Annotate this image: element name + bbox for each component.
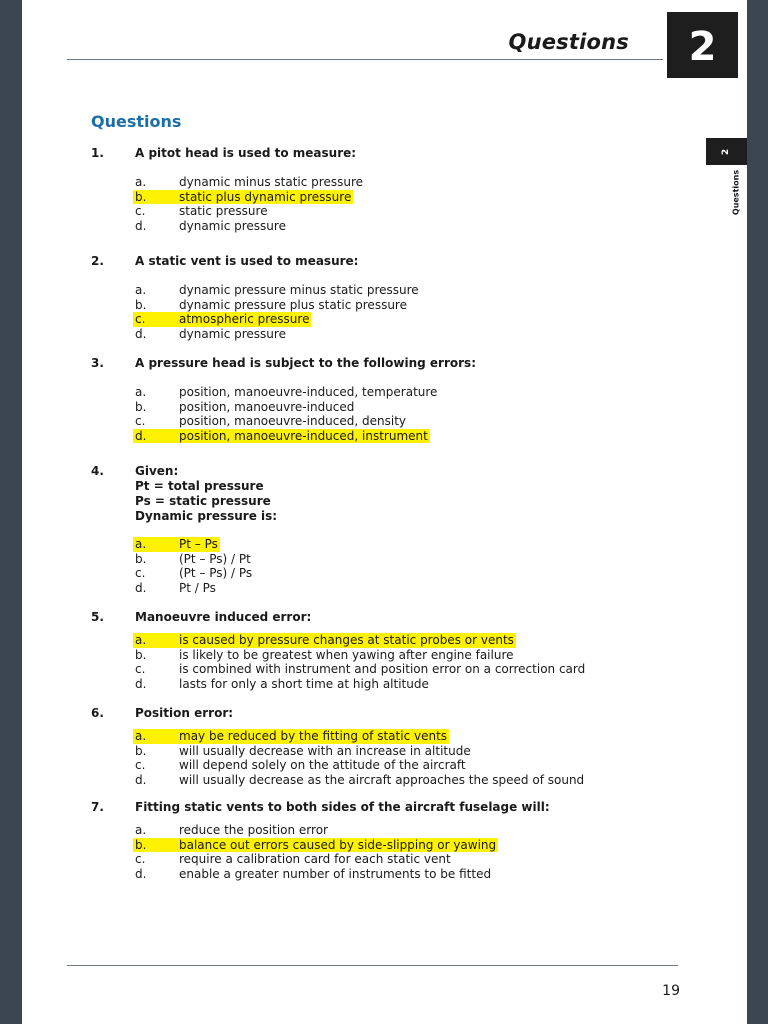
option-letter: a. (135, 823, 147, 837)
option-text: position, manoeuvre-induced, density (179, 414, 407, 429)
answer-option-highlighted[interactable] (133, 429, 430, 444)
running-header-title: Questions (508, 30, 629, 54)
option-letter: d. (135, 772, 147, 787)
question-number: 2. (91, 254, 104, 268)
option-letter: d. (135, 428, 147, 443)
option-letter: c. (135, 204, 146, 219)
option-letter: d. (135, 866, 147, 881)
answer-option-highlighted[interactable] (133, 633, 516, 648)
answer-option-highlighted[interactable] (133, 838, 498, 853)
option-text: static plus dynamic pressure (179, 189, 352, 204)
option-text: dynamic pressure minus static pressure (179, 283, 419, 297)
option-text: dynamic pressure (179, 326, 286, 341)
option-text: atmospheric pressure (179, 312, 310, 327)
answer-option-highlighted[interactable] (133, 190, 353, 205)
footer-divider (67, 965, 678, 966)
option-text: lasts for only a short time at high altitude (179, 676, 429, 691)
option-letter: d. (135, 326, 147, 341)
section-heading: Questions (91, 112, 182, 131)
option-letter: a. (135, 633, 147, 647)
option-text: dynamic pressure (179, 218, 286, 233)
answer-option-highlighted[interactable] (133, 312, 311, 327)
question-text: A pitot head is used to measure: (135, 146, 357, 160)
question-text: A pressure head is subject to the following errors: (135, 356, 476, 370)
option-text: position, manoeuvre-induced (179, 399, 355, 414)
question-number: 3. (91, 356, 104, 370)
option-text: is caused by pressure changes at static probes or vents (179, 633, 514, 647)
question-number: 7. (91, 800, 104, 814)
option-letter: c. (135, 852, 146, 867)
option-letter: d. (135, 580, 147, 595)
question-text: Manoeuvre induced error: (135, 610, 312, 624)
option-letter: a. (135, 283, 147, 297)
option-letter: b. (135, 837, 147, 852)
page-number: 19 (662, 983, 680, 999)
answer-option-highlighted[interactable] (133, 729, 449, 744)
option-text: position, manoeuvre-induced, instrument (179, 428, 428, 443)
option-letter: d. (135, 676, 147, 691)
question-text: Given: Pt = total pressure Ps = static pressure Dynamic pressure is: (135, 464, 278, 523)
option-text: static pressure (179, 204, 268, 219)
option-letter: a. (135, 537, 147, 551)
question-text: Fitting static vents to both sides of the aircraft fuselage will: (135, 800, 550, 814)
option-letter: b. (135, 647, 147, 662)
option-text: may be reduced by the fitting of static vents (179, 729, 448, 743)
answer-option-highlighted[interactable] (133, 537, 220, 552)
question-text: Position error: (135, 706, 234, 720)
option-letter: c. (135, 566, 146, 581)
option-letter: b. (135, 743, 147, 758)
option-letter: a. (135, 729, 147, 743)
option-text: balance out errors caused by side-slipping or yawing (179, 837, 497, 852)
option-letter: b. (135, 189, 147, 204)
option-text: will depend solely on the attitude of the aircraft (179, 758, 466, 773)
option-text: (Pt – Ps) / Ps (179, 566, 253, 581)
option-text: Pt – Ps (179, 537, 218, 551)
option-letter: a. (135, 385, 147, 399)
option-text: enable a greater number of instruments to be fitted (179, 866, 492, 881)
option-text: dynamic pressure plus static pressure (179, 297, 407, 312)
option-letter: c. (135, 414, 146, 429)
question-number: 4. (91, 464, 104, 478)
question-number: 5. (91, 610, 104, 624)
option-letter: b. (135, 297, 147, 312)
question-number: 6. (91, 706, 104, 720)
question-text: A static vent is used to measure: (135, 254, 359, 268)
option-text: require a calibration card for each static vent (179, 852, 451, 867)
chapter-number-badge: 2 (667, 12, 738, 78)
option-letter: d. (135, 218, 147, 233)
option-text: Pt / Ps (179, 580, 216, 595)
option-text: position, manoeuvre-induced, temperature (179, 385, 438, 399)
option-text: is combined with instrument and position error on a correction card (179, 662, 586, 677)
option-text: will usually decrease with an increase in altitude (179, 743, 471, 758)
document-page (22, 0, 747, 1024)
option-letter: b. (135, 551, 147, 566)
option-text: dynamic minus static pressure (179, 175, 364, 189)
option-letter: a. (135, 175, 147, 189)
option-text: reduce the position error (179, 823, 328, 837)
option-text: (Pt – Ps) / Pt (179, 551, 251, 566)
option-letter: c. (135, 758, 146, 773)
option-letter: b. (135, 399, 147, 414)
side-tab-number-text: 2 (721, 148, 732, 155)
option-letter: c. (135, 662, 146, 677)
option-letter: c. (135, 312, 146, 327)
questions-list (22, 0, 747, 1024)
question-number: 1. (91, 146, 104, 160)
option-text: is likely to be greatest when yawing after engine failure (179, 647, 514, 662)
side-tab-label-text: Questions (731, 169, 741, 216)
option-text: will usually decrease as the aircraft approaches the speed of sound (179, 772, 585, 787)
